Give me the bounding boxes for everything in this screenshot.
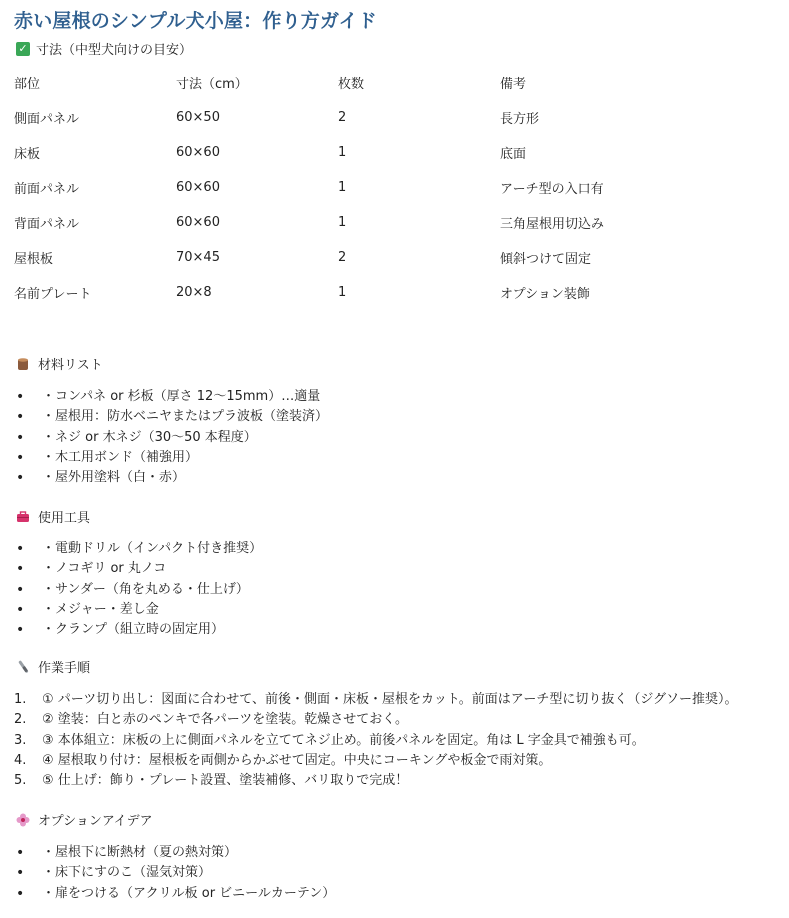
- table-cell: 前面パネル: [14, 182, 80, 197]
- table-cell: 三角屋根用切込み: [500, 217, 605, 232]
- toolbox-icon: [16, 510, 30, 524]
- table-cell: 床板: [14, 147, 41, 162]
- page-title: 赤い屋根のシンプル犬小屋：作り方ガイド: [14, 10, 377, 32]
- table-row: [14, 135, 750, 170]
- table-header-row: [14, 65, 750, 100]
- options-heading-text: オプションアイデア: [38, 814, 153, 829]
- table-cell: 60×60: [176, 215, 220, 230]
- table-cell: 60×60: [176, 145, 220, 160]
- materials-heading: [16, 354, 103, 373]
- table-cell: 60×50: [176, 110, 220, 125]
- table-cell: 傾斜つけて固定: [500, 252, 592, 267]
- options-heading: [16, 810, 153, 829]
- steps-heading-text: 作業手順: [38, 661, 91, 676]
- table-cell: 屋根板: [14, 252, 54, 267]
- table-cell: 側面パネル: [14, 112, 80, 127]
- screwdriver-icon: [16, 660, 30, 674]
- table-header-cell: 部位: [14, 77, 41, 92]
- tools-heading-text: 使用工具: [38, 511, 91, 526]
- table-cell: 2: [338, 250, 347, 265]
- table-cell: 1: [338, 180, 347, 195]
- table-cell: 20×8: [176, 285, 212, 300]
- table-row: [14, 240, 750, 275]
- table-cell: 1: [338, 145, 347, 160]
- dimensions-heading: [16, 39, 192, 58]
- table-header-cell: 寸法（cm）: [176, 77, 248, 92]
- dimensions-table: [14, 65, 750, 310]
- table-row: [14, 100, 750, 135]
- document-page: 赤い屋根のシンプル犬小屋：作り方ガイド ✓ 寸法（中型犬向けの目安） 部位 寸法（cm） 枚数 備考 側面パネル 60×50 2 長方形 床板 60×60 1 底面 前面パネル 60×60 1 アーチ型の入口有 背面パネル 60×60 1 三角屋根用切込み 屋根板 70×45 2 傾斜つけて固定 名前プレート 20×8 1 オプション装飾 材料リスト ・コンパネ or 杉板（厚さ 12〜15mm）…適量 ・屋根用：防水ベニヤまたはプラ波板（塗装済） ・ネジ or 木ネジ（30〜50 本程度） ・木工用ボンド（補強用） ・屋外用塗料（白・赤） 使用工具 ・電動ドリル（インパクト付き推奨） ・ノコギリ or 丸ノコ ・サンダー（角を丸める・仕上げ） ・メジャー・差し金 ・クランプ（組立時の固定用） 作業手順 1. ① パーツ切り出し：図面に合わせて、前後・側面・床板・屋根をカット。前面はアーチ型に切り抜く（ジグソー推奨）。 2. ② 塗装：白と赤のペンキで各パーツを塗装。乾燥させておく。 3. ③ 本体組立：床板の上に側面パネルを立ててネジ止め。前後パネルを固定。角は L 字金具で補強も可。 4. ④ 屋根取り付け：屋根板を両側からかぶせて固定。中央にコーキングや板金で雨対策。 5. ⑤ 仕上げ：飾り・プレート設置、塗装補修、バリ取りで完成！ オプションアイデア ・屋根下に断熱材（夏の熱対策） ・床下にすのこ（湿気対策） ・扉をつける（アクリル板 or ビニールカーテン）: [0, 0, 789, 918]
- table-row: [14, 170, 750, 205]
- table-row: [14, 205, 750, 240]
- table-cell: アーチ型の入口有: [500, 182, 604, 197]
- table-header-cell: 枚数: [338, 77, 365, 92]
- wood-log-icon: [16, 357, 30, 371]
- table-cell: 長方形: [500, 112, 540, 127]
- table-cell: 2: [338, 110, 347, 125]
- table-cell: 1: [338, 285, 347, 300]
- table-cell: 1: [338, 215, 347, 230]
- steps-heading: [16, 657, 90, 676]
- table-header-cell: 備考: [500, 77, 527, 92]
- table-cell: 60×60: [176, 180, 220, 195]
- table-cell: オプション装飾: [500, 287, 590, 302]
- dimensions-heading-text: 寸法（中型犬向けの目安）: [36, 43, 193, 58]
- table-cell: 70×45: [176, 250, 220, 265]
- check-box-icon: ✓: [16, 42, 30, 56]
- table-cell: 名前プレート: [14, 287, 92, 302]
- table-cell: 底面: [500, 147, 527, 162]
- table-cell: 背面パネル: [14, 217, 80, 232]
- tools-heading: [16, 507, 90, 526]
- materials-heading-text: 材料リスト: [38, 358, 103, 373]
- flower-icon: [16, 813, 30, 827]
- table-row: [14, 275, 750, 310]
